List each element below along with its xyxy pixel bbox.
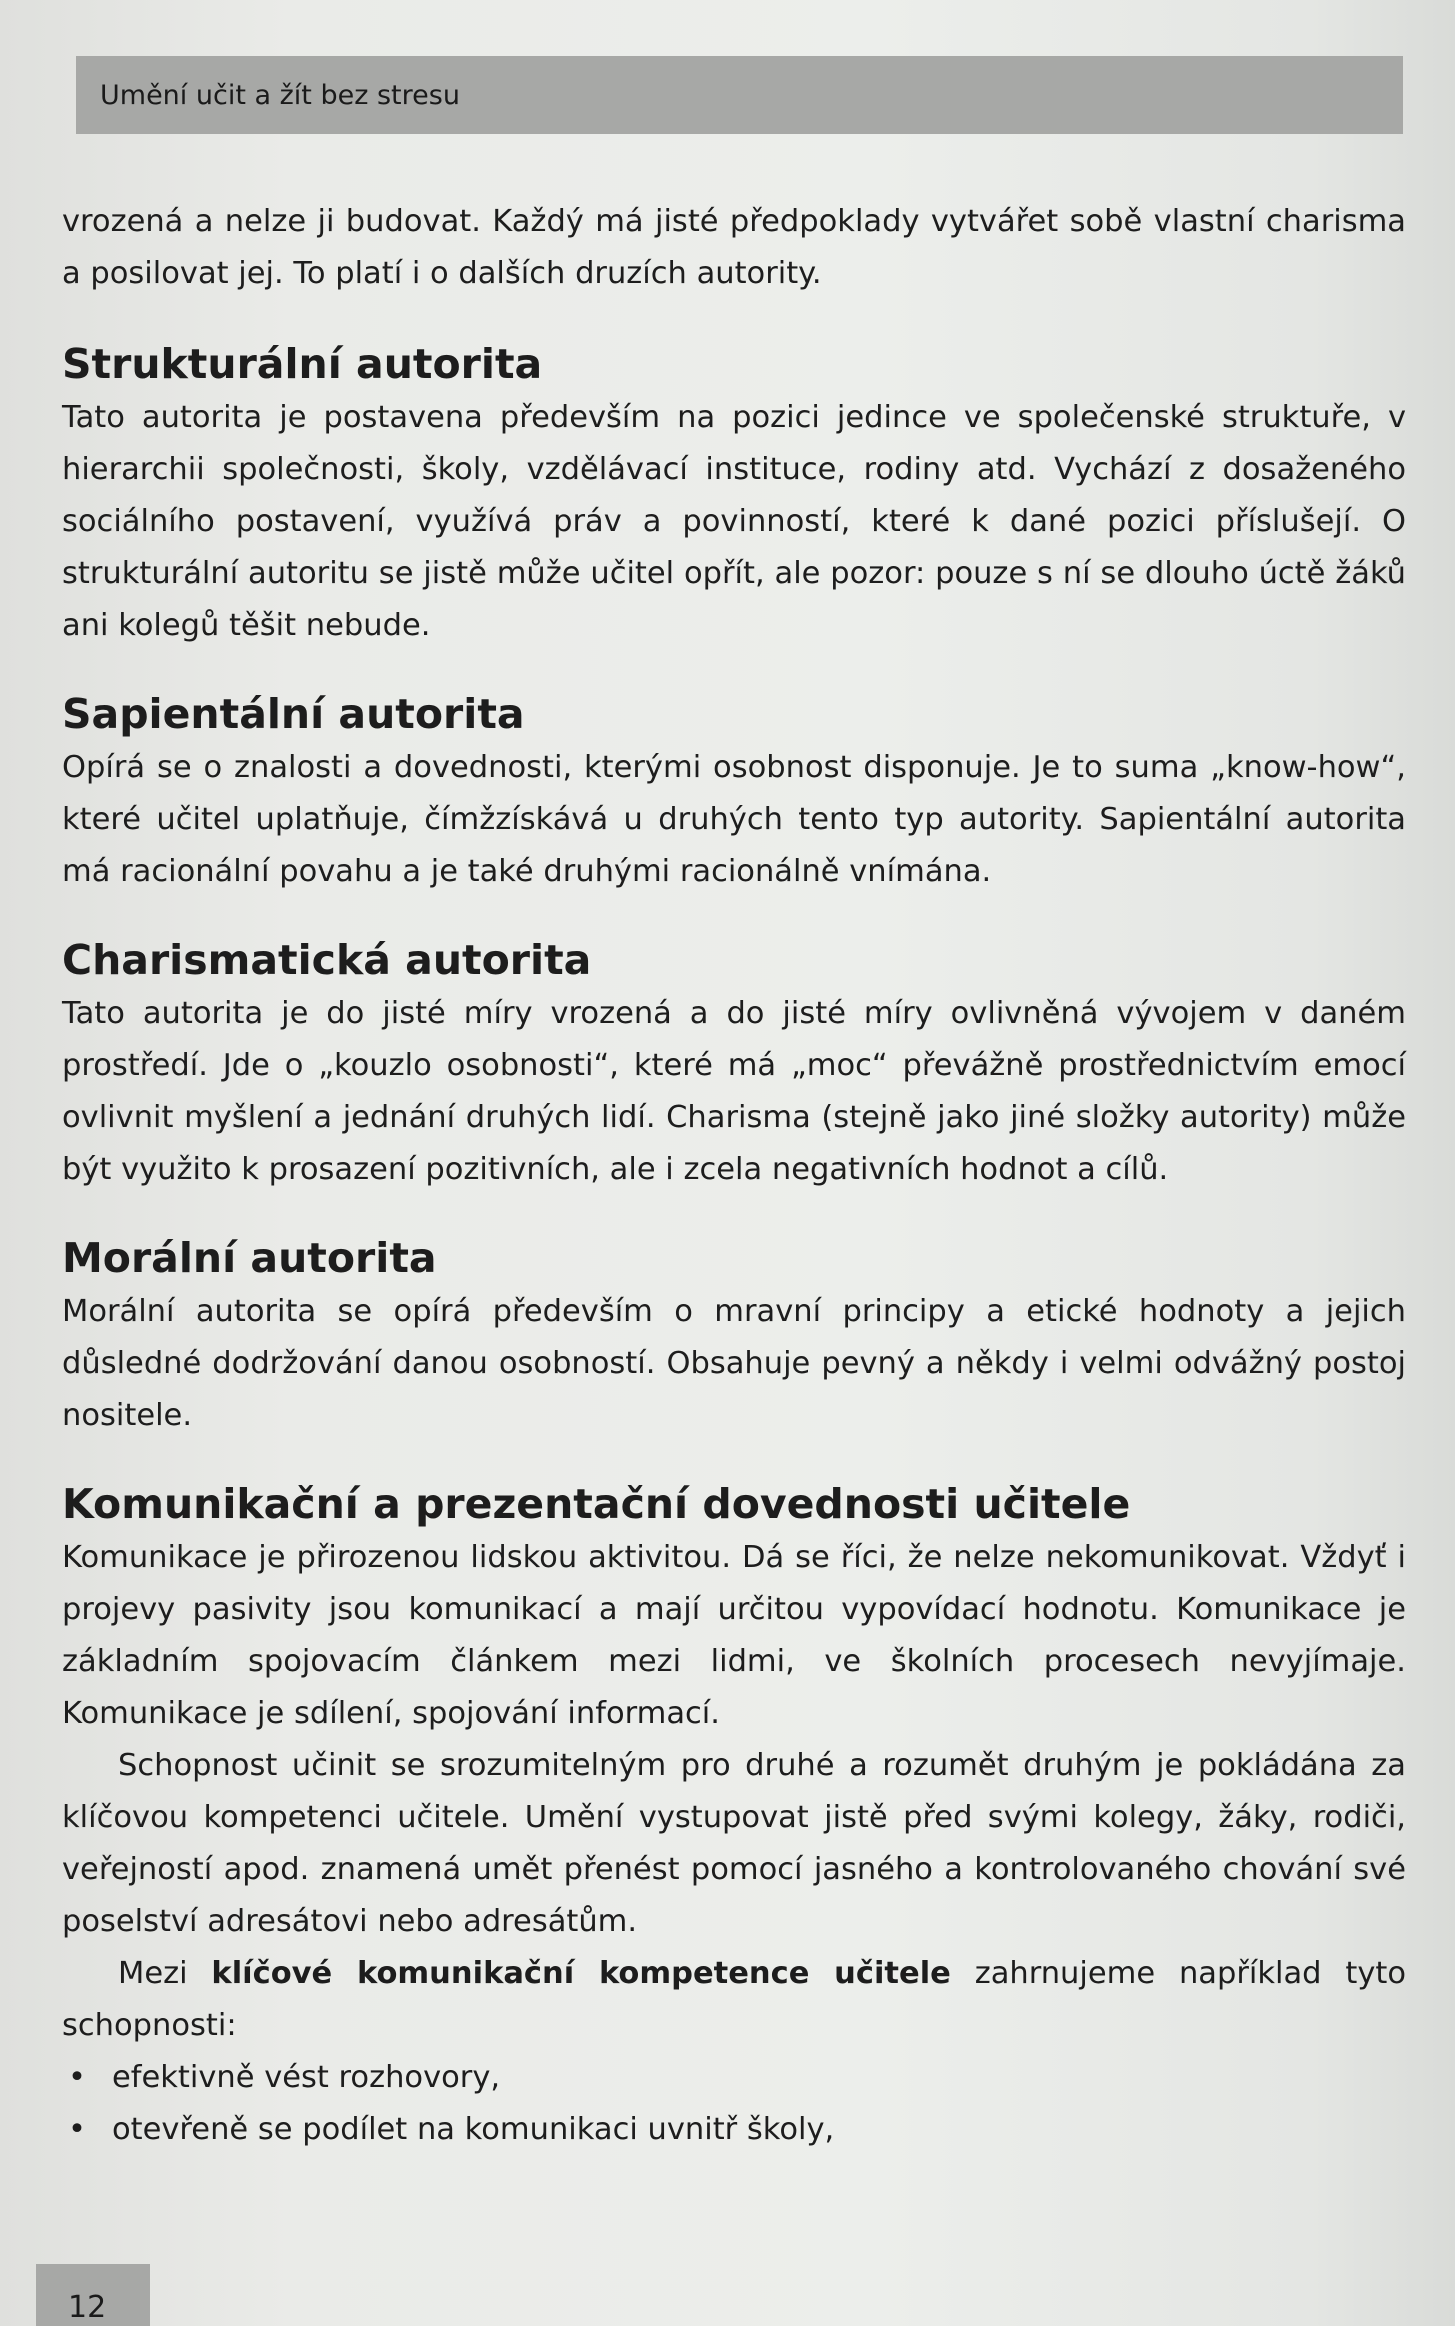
key-term: klíčové komunikační kompetence učitele	[211, 1956, 951, 1991]
section-moral	[62, 1230, 1406, 1442]
section-text: Tato autorita je do jisté míry vrozená a do jisté míry ovlivněná vývojem v daném prostředí. Jde o „kouzlo osobnosti“, které má „moc“ převážně prostřednictvím emocí ovlivnit myšlení a jednání druhých lidí. Charisma (stejně jako jiné složky autority) může být využito k prosazení pozitivních, ale i zcela negativních hodnot a cílů.	[62, 996, 1406, 1187]
section-structural	[62, 336, 1406, 652]
list-item	[62, 2052, 1406, 2104]
paragraph-prefix: Mezi	[118, 1956, 212, 1991]
book-title: Umění učit a žít bez stresu	[100, 79, 460, 111]
section-heading: Morální autorita	[62, 1234, 437, 1282]
section-heading: Komunikační a prezentační dovednosti učitele	[62, 1480, 1131, 1528]
section-communication	[62, 1476, 1406, 2156]
section-charismatic	[62, 932, 1406, 1196]
page-number: 12	[36, 2264, 150, 2326]
list-item	[62, 2104, 1406, 2156]
page-content	[62, 196, 1406, 2156]
list-item-text: otevřeně se podílet na komunikaci uvnitř školy,	[112, 2112, 835, 2147]
communication-paragraph-1: Komunikace je přirozenou lidskou aktivitou. Dá se říci, že nelze nekomunikovat. Vždyť i projevy pasivity jsou komunikací a mají určitou vypovídací hodnotu. Komunikace je základním spojovacím článkem mezi lidmi, ve školních procesech nevyjímaje. Komunikace je sdílení, spojování informací.	[62, 1540, 1406, 1731]
bullet-icon: •	[68, 2060, 86, 2095]
communication-paragraph-3	[62, 1948, 1406, 2052]
intro-paragraph: vrozená a nelze ji budovat. Každý má jisté předpoklady vytvářet sobě vlastní charisma a posilovat jej. To platí i o dalších druzích autority.	[62, 204, 1406, 291]
competence-list	[62, 2052, 1406, 2156]
list-item-text: efektivně vést rozhovory,	[112, 2060, 501, 2095]
section-heading: Charismatická autorita	[62, 936, 592, 984]
running-header	[76, 56, 1403, 134]
section-sapiential	[62, 686, 1406, 898]
paragraph-suffix: zahrnujeme například tyto schopnosti:	[62, 1956, 1407, 2043]
section-text: Opírá se o znalosti a dovednosti, kterými osobnost disponuje. Je to suma „know-how“, které učitel uplatňuje, čímžzískává u druhých tento typ autority. Sapientální autorita má racionální povahu a je také druhými racionálně vnímána.	[62, 750, 1406, 889]
bullet-icon: •	[68, 2112, 86, 2147]
section-heading: Strukturální autorita	[62, 340, 543, 388]
section-text: Tato autorita je postavena především na pozici jedince ve společenské struktuře, v hierarchii společnosti, školy, vzdělávací instituce, rodiny atd. Vychází z dosaženého sociálního postavení, využívá práv a povinností, které k dané pozici příslušejí. O strukturální autoritu se jistě může učitel opřít, ale pozor: pouze s ní se dlouho úctě žáků ani kolegů těšit nebude.	[62, 400, 1406, 643]
section-heading: Sapientální autorita	[62, 690, 525, 738]
communication-paragraph-2: Schopnost učinit se srozumitelným pro druhé a rozumět druhým je pokládána za klíčovou kompetenci učitele. Umění vystupovat jistě před svými kolegy, žáky, rodiči, veřejností apod. znamená umět přenést pomocí jasného a kontrolovaného chování své poselství adresátovi nebo adresátům.	[62, 1748, 1406, 1939]
section-text: Morální autorita se opírá především o mravní principy a etické hodnoty a jejich důsledné dodržování danou osobností. Obsahuje pevný a někdy i velmi odvážný postoj nositele.	[62, 1294, 1406, 1433]
